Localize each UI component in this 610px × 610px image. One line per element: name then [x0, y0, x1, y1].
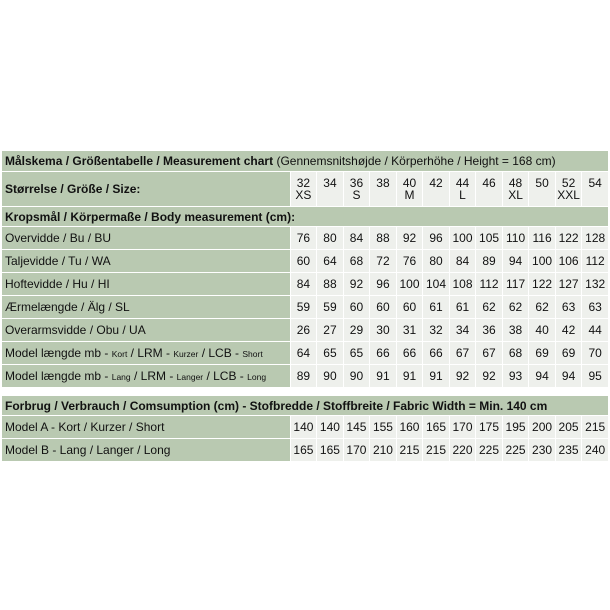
size-number: 36 — [349, 176, 364, 190]
label-part: Model længde mb - — [5, 368, 112, 383]
value-cell: 165 — [290, 439, 317, 462]
label-part: Long — [247, 371, 267, 382]
value-cell: 95 — [582, 365, 609, 388]
value-cell: 34 — [449, 319, 476, 342]
size-letter — [370, 189, 396, 201]
measurement-title-bold: Målskema / Größentabelle / Measurement chart — [5, 154, 274, 168]
value-cell: 155 — [370, 416, 397, 439]
size-letter: XL — [508, 188, 523, 202]
value-cell: 132 — [582, 273, 609, 296]
value-cell: 170 — [449, 416, 476, 439]
size-letter — [476, 189, 502, 201]
value-cell: 122 — [555, 227, 582, 250]
consumption-title: Forbrug / Verbrauch / Comsumption (cm) - Stofbredde / Stoffbreite / Fabric Width = Min. 140 cm — [2, 396, 609, 416]
value-cell: 230 — [529, 439, 556, 462]
value-cell: 70 — [582, 342, 609, 365]
value-cell: 140 — [317, 416, 344, 439]
size-number: 54 — [588, 176, 602, 190]
value-cell: 68 — [502, 342, 529, 365]
value-cell: 165 — [317, 439, 344, 462]
value-cell: 89 — [290, 365, 317, 388]
size-cell — [449, 172, 476, 207]
value-cell: 31 — [396, 319, 423, 342]
value-cell: 69 — [555, 342, 582, 365]
body-measurement-header: Kropsmål / Körpermaße / Body measurement (cm): — [2, 207, 609, 227]
value-cell: 65 — [317, 342, 344, 365]
size-letter: XXL — [557, 188, 580, 202]
value-cell: 205 — [555, 416, 582, 439]
value-cell: 66 — [423, 342, 450, 365]
consumption-table — [1, 395, 609, 462]
value-cell: 67 — [449, 342, 476, 365]
value-cell: 92 — [476, 365, 503, 388]
value-cell: 60 — [396, 296, 423, 319]
table-row — [2, 319, 609, 342]
value-cell: 63 — [582, 296, 609, 319]
value-cell: 84 — [290, 273, 317, 296]
row-label — [2, 342, 291, 365]
value-cell: 76 — [396, 250, 423, 273]
value-cell: 62 — [476, 296, 503, 319]
value-cell: 108 — [449, 273, 476, 296]
size-number: 34 — [323, 176, 337, 190]
label-part: / LCB - — [203, 368, 248, 383]
label-part: Model længde mb - — [5, 345, 112, 360]
value-cell: 64 — [290, 342, 317, 365]
value-cell: 66 — [370, 342, 397, 365]
size-label: Størrelse / Größe / Size: — [2, 172, 291, 207]
size-letter: XS — [295, 188, 312, 202]
value-cell: 60 — [290, 250, 317, 273]
size-letter — [529, 189, 555, 201]
row-label: Model A - Kort / Kurzer / Short — [2, 416, 291, 439]
value-cell: 105 — [476, 227, 503, 250]
label-part: / LCB - — [198, 345, 243, 360]
size-cell — [370, 172, 397, 207]
size-number: 46 — [482, 176, 496, 190]
value-cell: 67 — [476, 342, 503, 365]
value-cell: 106 — [555, 250, 582, 273]
size-number: 44 — [455, 176, 470, 190]
value-cell: 116 — [529, 227, 556, 250]
label-part: / LRM - — [130, 368, 177, 383]
value-cell: 66 — [396, 342, 423, 365]
size-letter — [423, 189, 449, 201]
size-number: 42 — [429, 176, 443, 190]
value-cell: 64 — [317, 250, 344, 273]
measurement-table — [1, 150, 609, 388]
value-cell: 62 — [502, 296, 529, 319]
value-cell: 165 — [423, 416, 450, 439]
value-cell: 92 — [396, 227, 423, 250]
value-cell: 160 — [396, 416, 423, 439]
value-cell: 80 — [317, 227, 344, 250]
size-number: 50 — [535, 176, 549, 190]
value-cell: 235 — [555, 439, 582, 462]
label-part: Kurzer — [173, 348, 199, 359]
value-cell: 30 — [370, 319, 397, 342]
value-cell: 44 — [582, 319, 609, 342]
value-cell: 29 — [343, 319, 370, 342]
value-cell: 76 — [290, 227, 317, 250]
row-label: Taljevidde / Tu / WA — [2, 250, 291, 273]
value-cell: 122 — [529, 273, 556, 296]
value-cell: 26 — [290, 319, 317, 342]
value-cell: 100 — [529, 250, 556, 273]
row-label: Model B - Lang / Langer / Long — [2, 439, 291, 462]
value-cell: 60 — [370, 296, 397, 319]
size-number: 40 — [402, 176, 417, 190]
size-row — [2, 172, 609, 207]
value-cell: 88 — [370, 227, 397, 250]
table-row — [2, 250, 609, 273]
value-cell: 89 — [476, 250, 503, 273]
measurement-title — [2, 151, 609, 172]
size-cell — [502, 172, 529, 207]
value-cell: 59 — [317, 296, 344, 319]
value-cell: 94 — [529, 365, 556, 388]
value-cell: 90 — [317, 365, 344, 388]
value-cell: 42 — [555, 319, 582, 342]
size-number: 52 — [561, 176, 576, 190]
value-cell: 72 — [370, 250, 397, 273]
row-label: Overarmsvidde / Obu / UA — [2, 319, 291, 342]
value-cell: 38 — [502, 319, 529, 342]
value-cell: 200 — [529, 416, 556, 439]
value-cell: 59 — [290, 296, 317, 319]
size-letter — [317, 189, 343, 201]
value-cell: 88 — [317, 273, 344, 296]
value-cell: 80 — [423, 250, 450, 273]
size-cell — [317, 172, 344, 207]
value-cell: 215 — [423, 439, 450, 462]
size-cell — [582, 172, 609, 207]
value-cell: 94 — [502, 250, 529, 273]
label-part: Lang — [111, 371, 131, 382]
size-cell — [290, 172, 317, 207]
value-cell: 117 — [502, 273, 529, 296]
size-number: 32 — [296, 176, 311, 190]
value-cell: 32 — [423, 319, 450, 342]
value-cell: 91 — [396, 365, 423, 388]
size-cell — [476, 172, 503, 207]
value-cell: 215 — [396, 439, 423, 462]
value-cell: 112 — [582, 250, 609, 273]
table-row — [2, 365, 609, 388]
value-cell: 170 — [343, 439, 370, 462]
value-cell: 128 — [582, 227, 609, 250]
size-letter: L — [459, 188, 466, 202]
value-cell: 96 — [370, 273, 397, 296]
value-cell: 225 — [476, 439, 503, 462]
value-cell: 65 — [343, 342, 370, 365]
value-cell: 84 — [449, 250, 476, 273]
size-letter: M — [404, 188, 415, 202]
row-label: Hoftevidde / Hu / HI — [2, 273, 291, 296]
value-cell: 92 — [343, 273, 370, 296]
value-cell: 61 — [449, 296, 476, 319]
size-number: 38 — [376, 176, 390, 190]
value-cell: 90 — [343, 365, 370, 388]
value-cell: 40 — [529, 319, 556, 342]
value-cell: 195 — [502, 416, 529, 439]
value-cell: 60 — [343, 296, 370, 319]
label-part: Langer — [176, 371, 204, 382]
label-part: Kort — [111, 348, 128, 359]
value-cell: 93 — [502, 365, 529, 388]
row-label: Ærmelængde / Älg / SL — [2, 296, 291, 319]
value-cell: 100 — [449, 227, 476, 250]
value-cell: 36 — [476, 319, 503, 342]
value-cell: 63 — [555, 296, 582, 319]
table-row — [2, 416, 609, 439]
size-number: 48 — [508, 176, 523, 190]
value-cell: 61 — [423, 296, 450, 319]
value-cell: 68 — [343, 250, 370, 273]
table-row — [2, 342, 609, 365]
row-label: Overvidde / Bu / BU — [2, 227, 291, 250]
value-cell: 127 — [555, 273, 582, 296]
value-cell: 69 — [529, 342, 556, 365]
row-label — [2, 365, 291, 388]
value-cell: 84 — [343, 227, 370, 250]
table-row — [2, 439, 609, 462]
size-cell — [423, 172, 450, 207]
value-cell: 215 — [582, 416, 609, 439]
consumption-rows — [2, 416, 609, 462]
table-row — [2, 273, 609, 296]
measurement-title-note: (Gennemsnitshøjde / Körperhöhe / Height = 168 cm) — [276, 154, 556, 168]
value-cell: 220 — [449, 439, 476, 462]
size-cell — [343, 172, 370, 207]
value-cell: 94 — [555, 365, 582, 388]
value-cell: 96 — [423, 227, 450, 250]
value-cell: 91 — [370, 365, 397, 388]
value-cell: 225 — [502, 439, 529, 462]
label-part: / LRM - — [127, 345, 174, 360]
size-letter: S — [352, 188, 361, 202]
value-cell: 62 — [529, 296, 556, 319]
size-cell — [396, 172, 423, 207]
value-cell: 240 — [582, 439, 609, 462]
value-cell: 92 — [449, 365, 476, 388]
body-measurement-rows — [2, 227, 609, 388]
value-cell: 210 — [370, 439, 397, 462]
value-cell: 104 — [423, 273, 450, 296]
table-row — [2, 227, 609, 250]
value-cell: 100 — [396, 273, 423, 296]
value-cell: 112 — [476, 273, 503, 296]
value-cell: 145 — [343, 416, 370, 439]
value-cell: 175 — [476, 416, 503, 439]
value-cell: 110 — [502, 227, 529, 250]
label-part: Short — [242, 348, 263, 359]
value-cell: 27 — [317, 319, 344, 342]
size-cell — [529, 172, 556, 207]
size-cell — [555, 172, 582, 207]
value-cell: 91 — [423, 365, 450, 388]
table-row — [2, 296, 609, 319]
value-cell: 140 — [290, 416, 317, 439]
size-letter — [582, 189, 608, 201]
